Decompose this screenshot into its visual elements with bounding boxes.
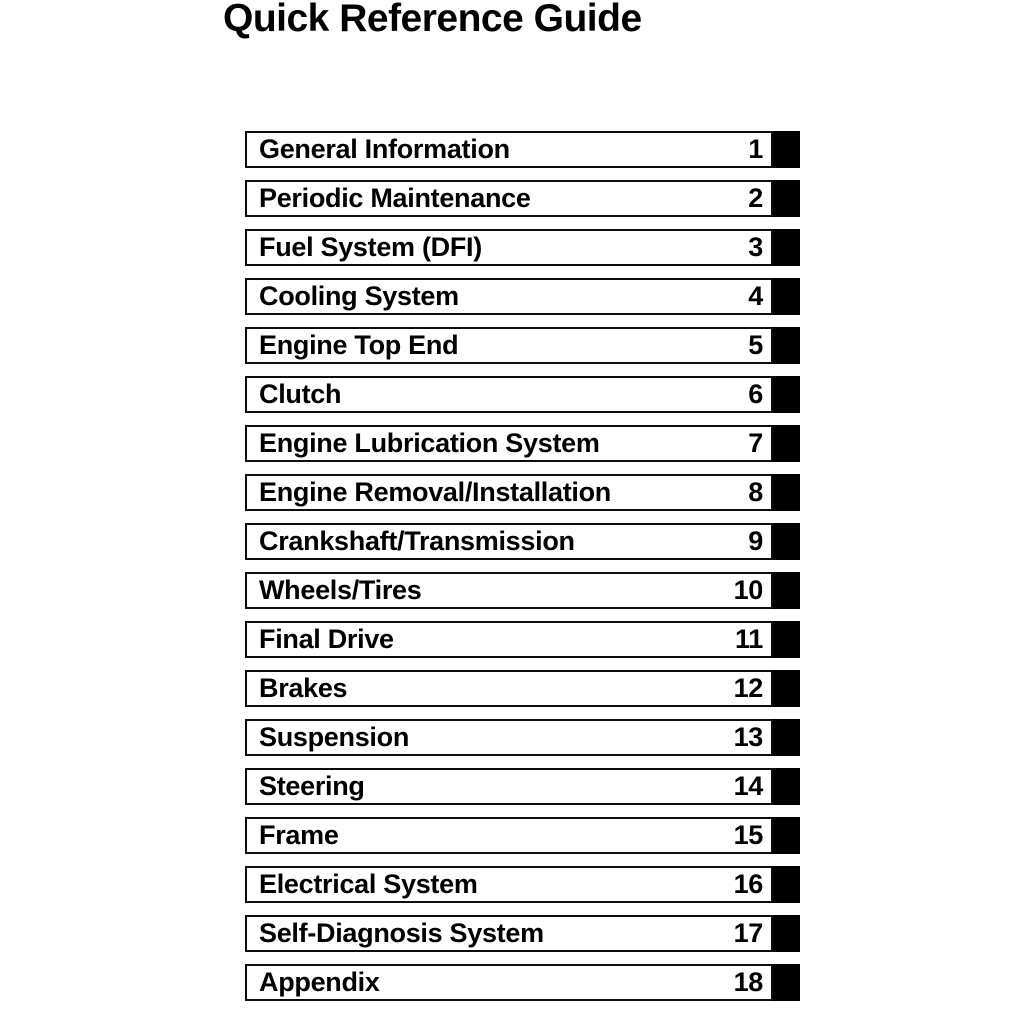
chapter-edge-tab-marker: [773, 278, 800, 315]
toc-row-box: [245, 229, 773, 266]
toc-row: [245, 768, 800, 805]
toc-item-chapter-number: 4: [748, 281, 763, 311]
toc-row: [245, 670, 800, 707]
toc-item-label: Appendix: [259, 967, 380, 997]
chapter-edge-tab-marker: [773, 376, 800, 413]
page-title: Quick Reference Guide: [223, 0, 642, 40]
chapter-edge-tab-marker: [773, 474, 800, 511]
chapter-edge-tab-marker: [773, 523, 800, 560]
toc-row-box: [245, 866, 773, 903]
toc-item-label: Engine Top End: [259, 330, 459, 360]
chapter-edge-tab-marker: [773, 180, 800, 217]
toc-item-chapter-number: 15: [733, 820, 763, 850]
toc-row-box: [245, 474, 773, 511]
toc-item-label: Brakes: [259, 673, 348, 703]
toc-item-chapter-number: 9: [748, 526, 763, 556]
toc-row: [245, 376, 800, 413]
toc-row-box: [245, 572, 773, 609]
toc-item-chapter-number: 10: [733, 575, 763, 605]
toc-item-label: Crankshaft/Transmission: [259, 526, 575, 556]
toc-row-box: [245, 719, 773, 756]
toc-row: [245, 572, 800, 609]
chapter-edge-tab-marker: [773, 719, 800, 756]
toc-row-box: [245, 768, 773, 805]
toc-row: [245, 131, 800, 168]
toc-row-box: [245, 131, 773, 168]
toc-item-chapter-number: 11: [735, 624, 763, 654]
toc-row-box: [245, 670, 773, 707]
toc-row-box: [245, 327, 773, 364]
toc-item-chapter-number: 16: [733, 869, 763, 899]
toc-row-box: [245, 915, 773, 952]
toc-row: [245, 817, 800, 854]
toc-item-label: Engine Removal/Installation: [259, 477, 611, 507]
toc-item-chapter-number: 13: [733, 722, 763, 752]
toc-row: [245, 523, 800, 560]
toc-item-chapter-number: 17: [733, 918, 763, 948]
toc-row-box: [245, 621, 773, 658]
toc-item-chapter-number: 2: [748, 183, 763, 213]
toc-row: [245, 425, 800, 462]
toc-row-box: [245, 964, 773, 1001]
chapter-edge-tab-marker: [773, 425, 800, 462]
chapter-edge-tab-marker: [773, 670, 800, 707]
quick-reference-toc-list: [245, 131, 800, 1001]
toc-row-box: [245, 523, 773, 560]
chapter-edge-tab-marker: [773, 866, 800, 903]
toc-item-label: Clutch: [259, 379, 342, 409]
toc-row: [245, 327, 800, 364]
chapter-edge-tab-marker: [773, 131, 800, 168]
toc-item-label: Engine Lubrication System: [259, 428, 600, 458]
toc-row-box: [245, 817, 773, 854]
toc-item-label: Periodic Maintenance: [259, 183, 531, 213]
toc-item-label: Final Drive: [259, 624, 394, 654]
toc-row: [245, 621, 800, 658]
toc-row: [245, 915, 800, 952]
toc-item-label: Steering: [259, 771, 365, 801]
toc-item-chapter-number: 7: [748, 428, 763, 458]
toc-item-chapter-number: 5: [748, 330, 763, 360]
toc-row-box: [245, 425, 773, 462]
toc-item-label: General Information: [259, 134, 510, 164]
toc-item-chapter-number: 12: [733, 673, 763, 703]
toc-row: [245, 719, 800, 756]
toc-item-label: Frame: [259, 820, 339, 850]
chapter-edge-tab-marker: [773, 621, 800, 658]
toc-item-chapter-number: 8: [748, 477, 763, 507]
toc-item-label: Suspension: [259, 722, 410, 752]
toc-item-label: Fuel System (DFI): [259, 232, 482, 262]
chapter-edge-tab-marker: [773, 768, 800, 805]
toc-row-box: [245, 376, 773, 413]
toc-row-box: [245, 180, 773, 217]
toc-row: [245, 180, 800, 217]
chapter-edge-tab-marker: [773, 915, 800, 952]
toc-row: [245, 964, 800, 1001]
toc-row: [245, 866, 800, 903]
chapter-edge-tab-marker: [773, 327, 800, 364]
toc-item-chapter-number: 6: [748, 379, 763, 409]
chapter-edge-tab-marker: [773, 817, 800, 854]
toc-item-chapter-number: 14: [733, 771, 763, 801]
toc-item-label: Electrical System: [259, 869, 478, 899]
toc-item-chapter-number: 1: [748, 134, 763, 164]
toc-item-chapter-number: 18: [733, 967, 763, 997]
toc-item-chapter-number: 3: [748, 232, 763, 262]
toc-row: [245, 278, 800, 315]
toc-row: [245, 229, 800, 266]
toc-item-label: Cooling System: [259, 281, 459, 311]
chapter-edge-tab-marker: [773, 572, 800, 609]
toc-item-label: Self-Diagnosis System: [259, 918, 544, 948]
chapter-edge-tab-marker: [773, 964, 800, 1001]
toc-item-label: Wheels/Tires: [259, 575, 422, 605]
toc-row-box: [245, 278, 773, 315]
toc-row: [245, 474, 800, 511]
chapter-edge-tab-marker: [773, 229, 800, 266]
